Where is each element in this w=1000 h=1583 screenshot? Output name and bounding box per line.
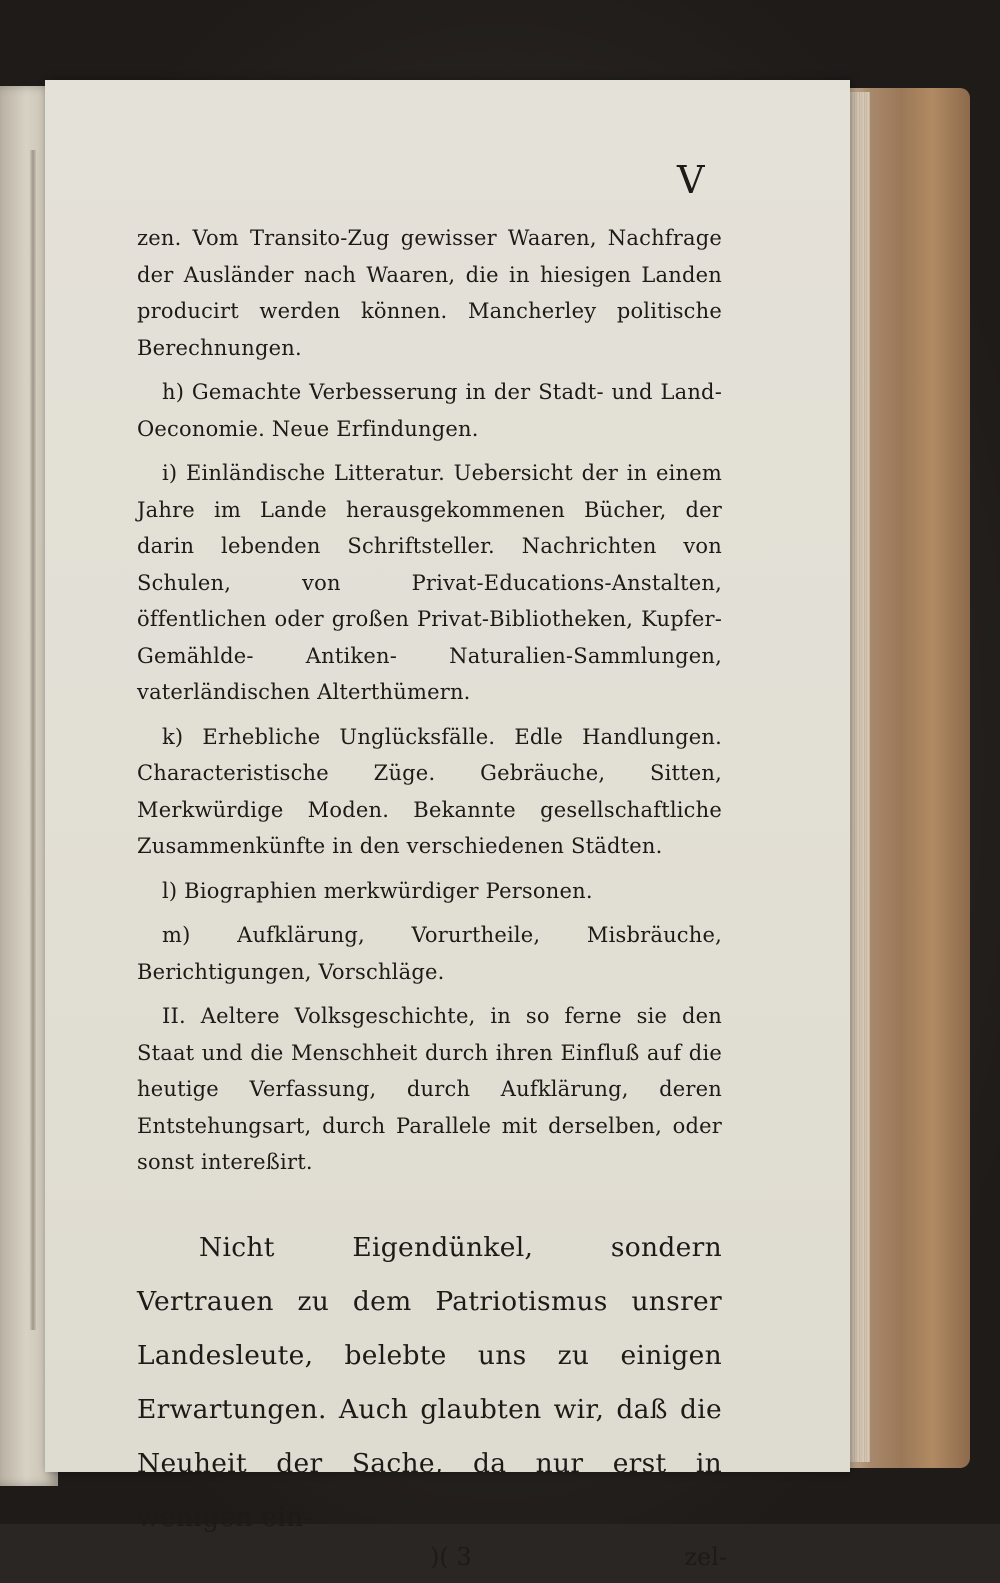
paragraph-large: Nicht Eigendünkel, sondern Vertrauen zu dem Patriotismus unsrer Landesleute, belebte uns zu einigen Erwartungen. Auch glaubten wir, daß die Neuheit der Sache, da nur erst in wenigen ein- xyxy=(137,1231,722,1533)
gutter-shadow xyxy=(30,150,36,1330)
paragraph-item-h: h) Gemachte Verbesserung in der Stadt- und Land-Oeconomie. Neue Erfindungen. xyxy=(137,380,722,441)
page-footer xyxy=(137,1542,727,1583)
paragraph-item-k: k) Erhebliche Unglücksfälle. Edle Handlungen. Characteristische Züge. Gebräuche, Sitten, Merkwürdige Moden. Bekannte gesellschaftliche Zusammenkünfte in den verschiedenen Städten. xyxy=(137,724,722,858)
paragraph-item-m: m) Aufklärung, Vorurtheile, Misbräuche, Berichtigungen, Vorschläge. xyxy=(137,923,722,984)
page-text xyxy=(137,220,727,1583)
book-page xyxy=(45,80,850,1571)
catchword: zel- xyxy=(684,1542,727,1571)
paragraph-item-i: i) Einländische Litteratur. Uebersicht der in einem Jahre im Lande herausgekommenen Bücher, der darin lebenden Schriftsteller. Nachrichten von Schulen, von Privat-Educations-Anstalten, öffentlichen oder großen Privat-Bibliotheken, Kupfer- Gemählde- Antiken- Naturalien-Sammlungen, vaterländischen Alterthümern. xyxy=(137,461,722,704)
paragraph-item-l: l) Biographien merkwürdiger Personen. xyxy=(162,878,593,903)
signature-mark: )( 3 xyxy=(430,1542,472,1571)
paragraph-section-ii: II. Aeltere Volksgeschichte, in so ferne sie den Staat und die Menschheit durch ihren Einfluß auf die heutige Verfassung, durch Aufklärung, deren Entstehungsart, durch Parallele mit derselben, oder sonst intereßirt. xyxy=(137,1004,722,1174)
paragraph-continuation: zen. Vom Transito-Zug gewisser Waaren, Nachfrage der Ausländer nach Waaren, die in hiesigen Landen producirt werden können. Mancherley politische Berechnungen. xyxy=(137,226,722,360)
page-numeral: V xyxy=(677,158,706,202)
